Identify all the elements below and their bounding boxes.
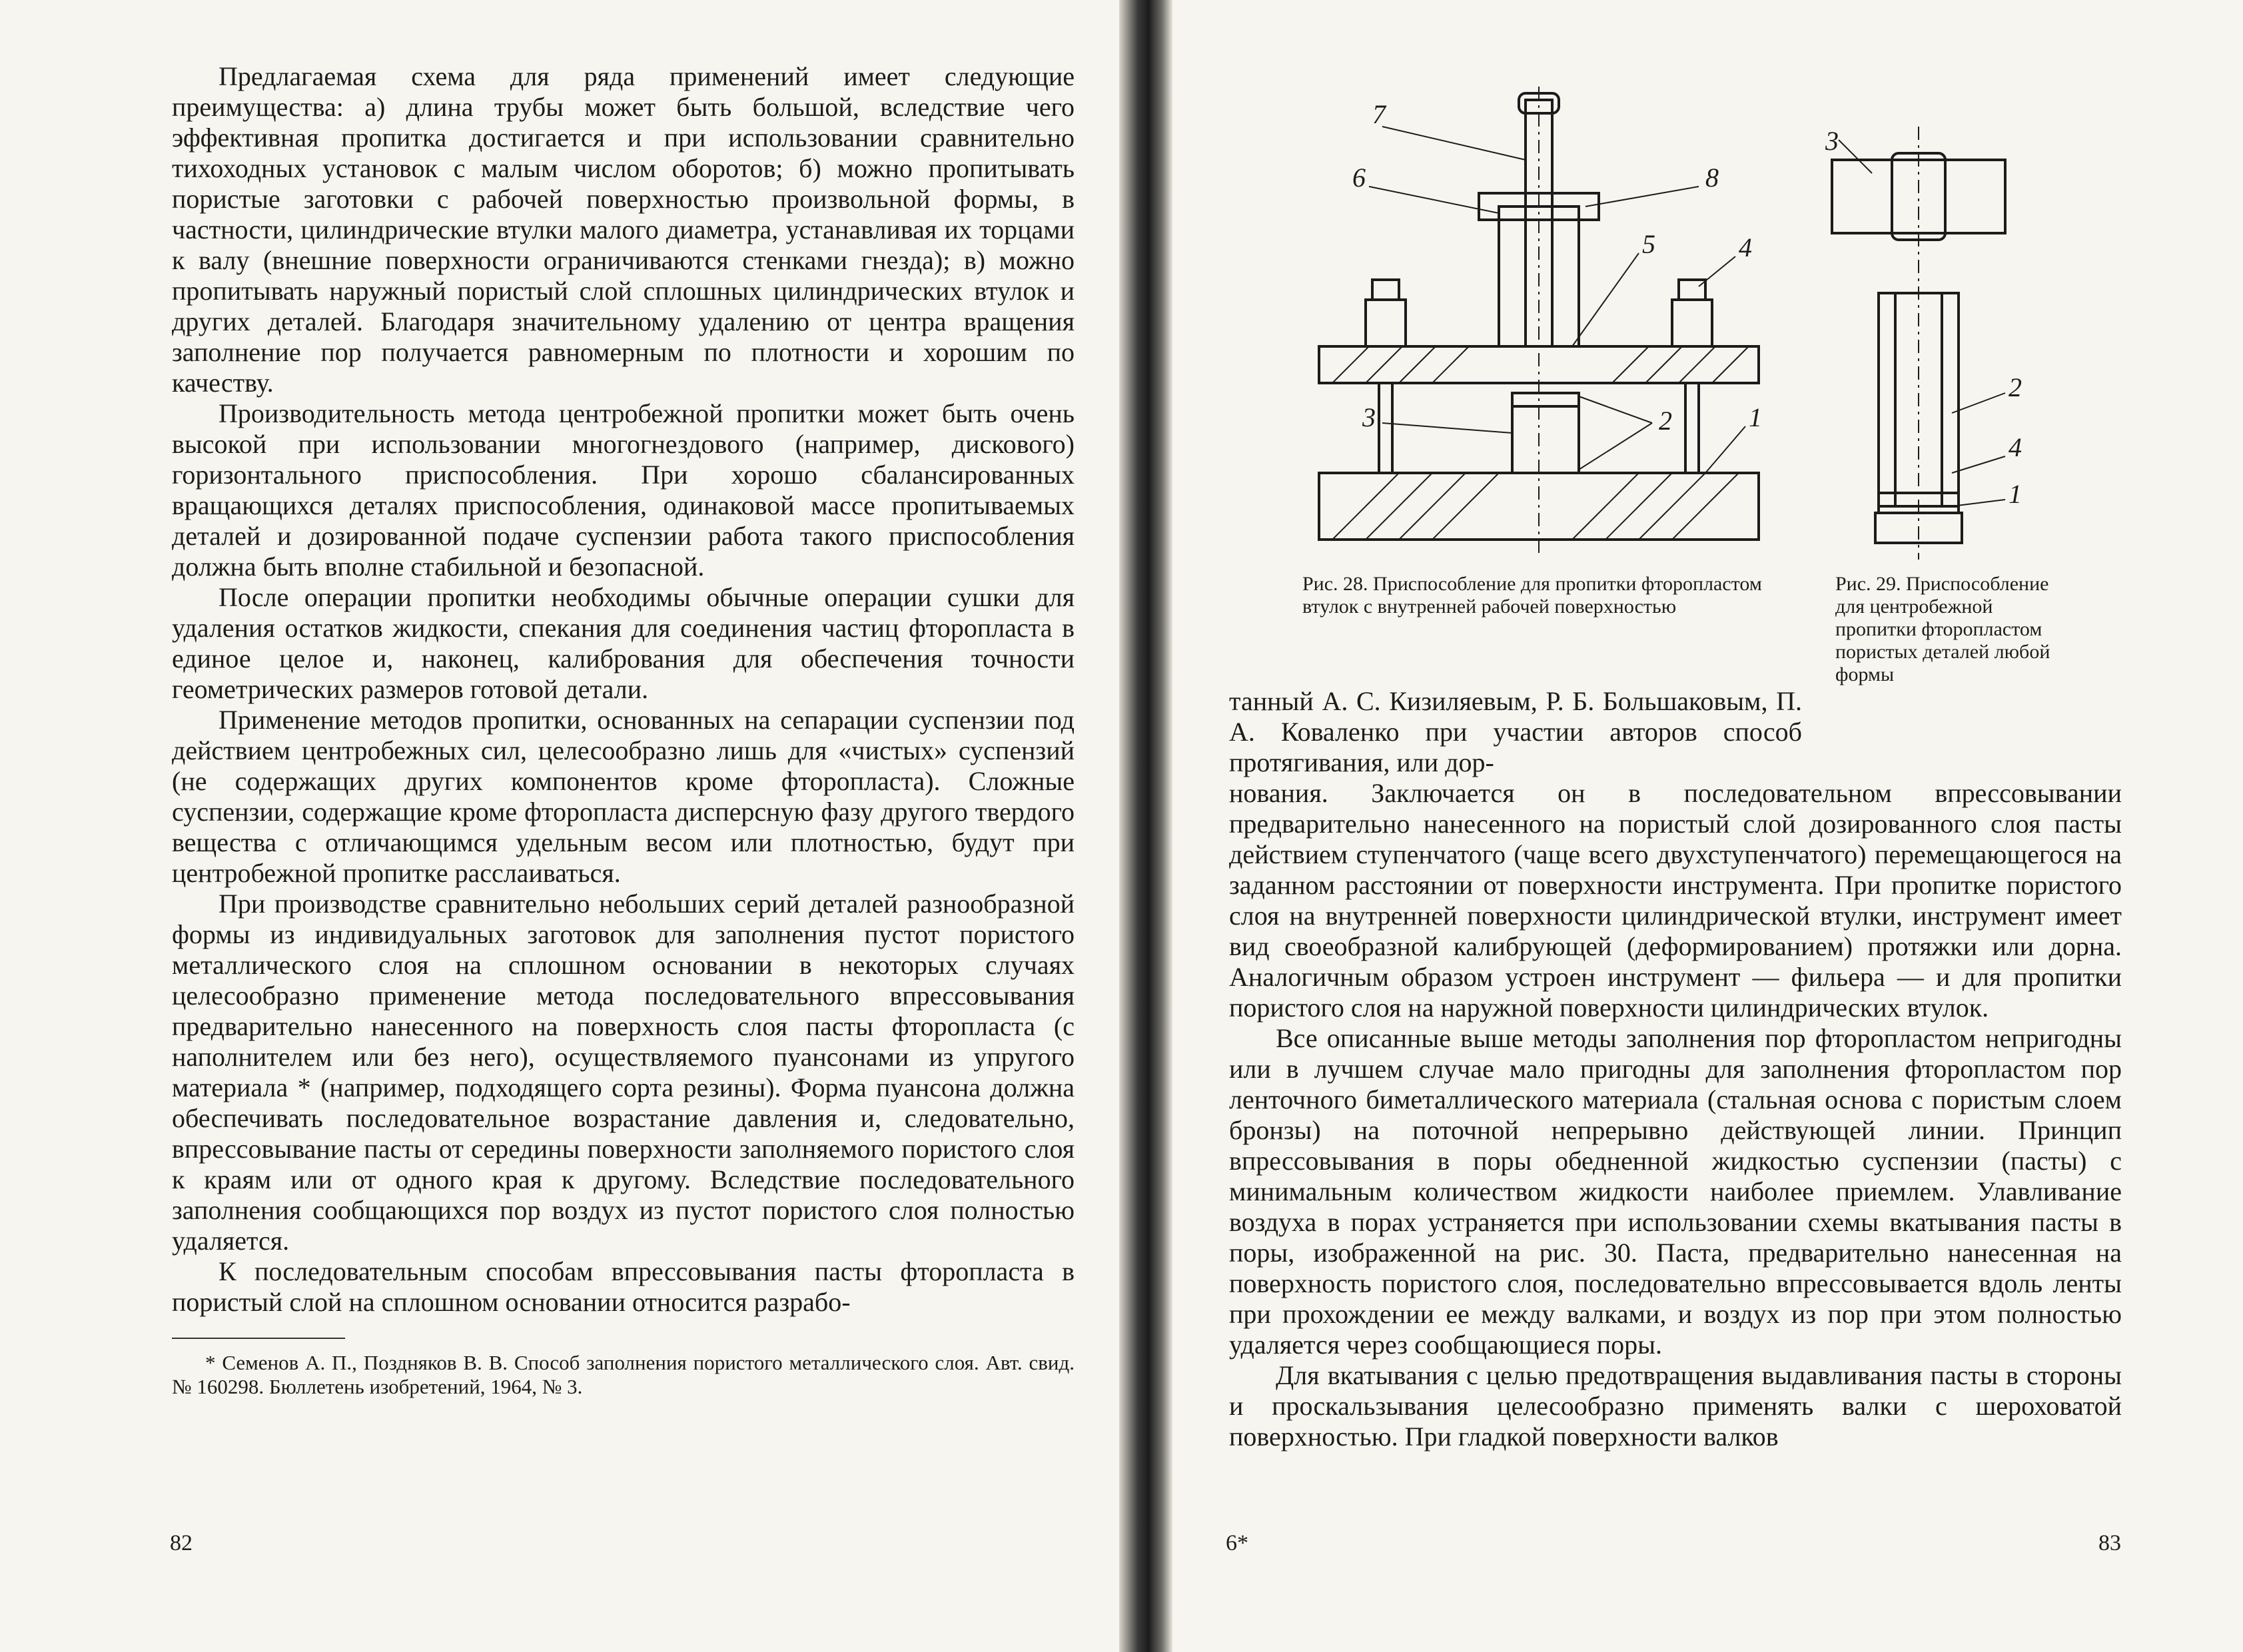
fig29-label-4: 4	[2009, 432, 2022, 462]
page-number-right: 83	[2098, 1531, 2121, 1555]
fig28-label-2: 2	[1659, 406, 1672, 436]
signature-mark: 6*	[1226, 1531, 1248, 1555]
book-gutter	[1119, 0, 1172, 1652]
footnote-divider	[172, 1338, 345, 1339]
left-paragraph-6: К последовательным способам впрессовывания пасты фторопласта в пористый слой на сплошном основании относится разрабо-	[172, 1256, 1075, 1317]
figure-29-caption: Рис. 29. Приспособление для центробежной пропитки фторопластом пористых деталей любой формы	[1835, 573, 2050, 685]
fig28-label-3: 3	[1362, 402, 1376, 432]
fig29-label-2: 2	[2009, 372, 2022, 402]
fig28-label-4: 4	[1739, 232, 1752, 262]
right-page-text	[1229, 778, 2122, 1452]
footnote: * Семенов А. П., Поздняков В. В. Способ заполнения пористого металлического слоя. Авт. свид. № 160298. Бюллетень изобретений, 1964, № 3.	[172, 1351, 1075, 1398]
left-page-text	[172, 61, 1075, 1399]
right-narrow-paragraph: танный А. С. Кизиляевым, Р. Б. Большаковым, П. А. Коваленко при участии авторов способ протягивания, или дор-	[1229, 686, 1802, 777]
right-page-narrow-text	[1229, 686, 1802, 778]
page-number-left: 82	[170, 1531, 193, 1555]
fig28-label-8: 8	[1705, 163, 1719, 193]
left-paragraph-3: После операции пропитки необходимы обычные операции сушки для удаления остатков жидкости, спекания для соединения частиц фторопласта в единое целое и, наконец, калибрования для обеспечения точности геометрических размеров готовой детали.	[172, 582, 1075, 704]
right-paragraph-1: нования. Заключается он в последовательном впрессовывании предварительно нанесенного на пористый слой дозированного слоя пасты действием ступенчатого (чаще всего двухступенчатого) перемещающегося на заданном расстоянии от поверхности инструмента. При пропитке пористого слоя на внутренней поверхности цилиндрической втулки, инструмент имеет вид своеобразной калибрующей (деформированием) протяжки или дорна. Аналогичным образом устроен инструмент — фильера — и для пропитки пористого слоя на наружной поверхности цилиндрических втулок.	[1229, 778, 2122, 1023]
fig28-label-5: 5	[1642, 229, 1655, 259]
figure-28-drawing	[1306, 87, 1792, 553]
left-paragraph-2: Производительность метода центробежной пропитки может быть очень высокой при использовании многогнездового (например, дискового) горизонтального приспособления. При хорошо сбалансированных вращающихся деталях приспособления, одинаковой массе пропитываемых деталей и дозированной подаче суспензии работа такого приспособления должна быть вполне стабильной и безопасной.	[172, 398, 1075, 582]
figure-29-drawing	[1812, 120, 2058, 573]
left-paragraph-4: Применение методов пропитки, основанных на сепарации суспензии под действием центробежных сил, целесообразно лишь для «чистых» суспензий (не содержащих других компонентов кроме фторопласта). Сложные суспензии, содержащие кроме фторопласта дисперсную фазу другого твердого вещества с отличающимся удельным весом или плотностью, будут при центробежной пропитке расслаиваться.	[172, 705, 1075, 888]
left-paragraph-1: Предлагаемая схема для ряда применений имеет следующие преимущества: а) длина трубы может быть большой, вследствие чего эффективная пропитка достигается и при использовании сравнительно тихоходных установок с малым числом оборотов; б) можно пропитывать пористые заготовки с рабочей поверхностью произвольной формы, в частности, цилиндрические втулки малого диаметра, устанавливая их торцами к валу (внешние поверхности ограничиваются стенками гнезда); в) можно пропитывать наружный пористый слой сплошных цилиндрических втулок и других деталей. Благодаря значительному удалению от центра вращения заполнение пор получается равномерным по плотности и хорошим по качеству.	[172, 61, 1075, 398]
right-paragraph-3: Для вкатывания с целью предотвращения выдавливания пасты в стороны и проскальзывания целесообразно применять валки с шероховатой поверхностью. При гладкой поверхности валков	[1229, 1360, 2122, 1451]
figure-28-caption: Рис. 28. Приспособление для пропитки фторопластом втулок с внутренней рабочей поверхностью	[1302, 573, 1762, 618]
right-paragraph-2: Все описанные выше методы заполнения пор фторопластом непригодны или в лучшем случае мало пригодны для заполнения фторопластом пор ленточного биметаллического материала (стальная основа с пористым слоем бронзы) на поточной непрерывно действующей линии. Принцип впрессовывания в поры обедненной жидкостью суспензии (пасты) с минимальным количеством жидкости наиболее приемлем. Улавливание воздуха в порах устраняется при использовании схемы вкатывания пасты в поры, изображенной на рис. 30. Паста, предварительно нанесенная на поверхность пористого слоя, последовательно впрессовывается вдоль ленты при прохождении ее между валками, и воздух из пор при этом полностью удаляется через сообщающиеся поры.	[1229, 1023, 2122, 1360]
left-paragraph-5: При производстве сравнительно небольших серий деталей разнообразной формы из индивидуальных заготовок для заполнения пустот пористого металлического слоя на сплошном основании в некоторых случаях целесообразно применение метода последовательного впрессовывания предварительно нанесенного на поверхность слоя пасты фторопласта (с наполнителем или без него), осуществляемого пуансонами из упругого материала * (например, подходящего сорта резины). Форма пуансона должна обеспечивать последовательное возрастание давления и, следовательно, впрессовывание пасты от середины поверхности заполняемого пористого слоя к краям или от одного края к другому. Вследствие последовательного заполнения сообщающихся пор воздух из пустот пористого слоя полностью удаляется.	[172, 889, 1075, 1256]
fig28-label-7: 7	[1372, 99, 1386, 129]
fig28-label-1: 1	[1749, 402, 1762, 432]
fig29-label-1: 1	[2009, 479, 2022, 509]
fig29-label-3: 3	[1825, 126, 1839, 156]
fig28-label-6: 6	[1352, 163, 1366, 193]
